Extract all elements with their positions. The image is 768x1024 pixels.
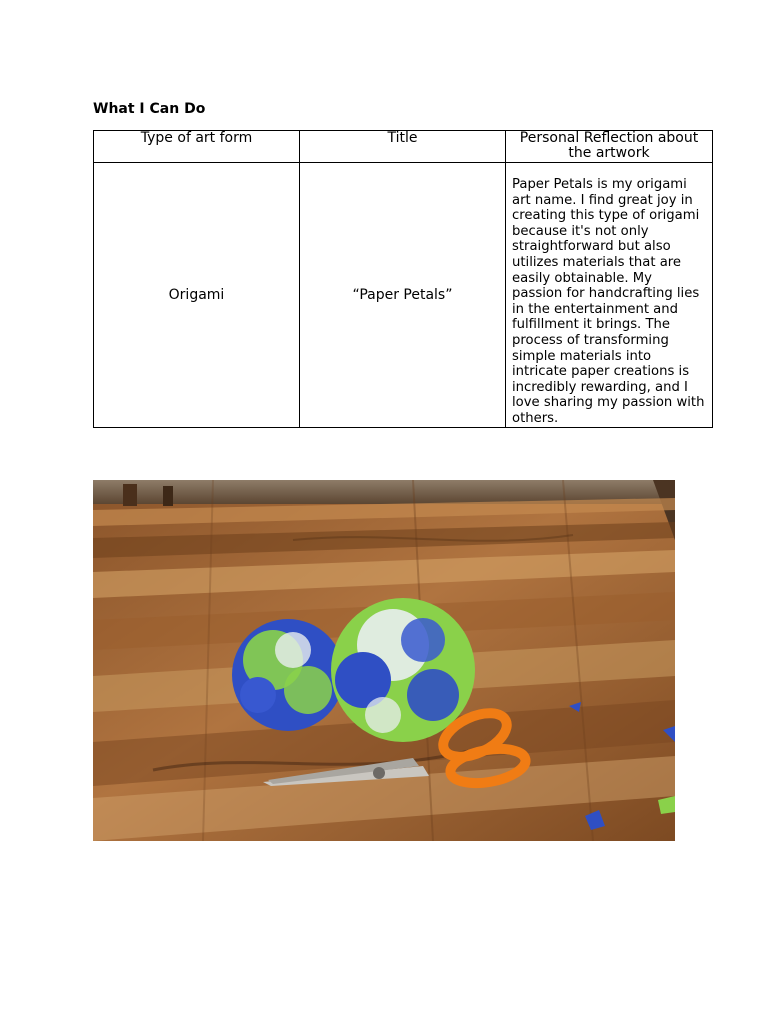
table-row bbox=[94, 163, 713, 428]
cell-art-form: Origami bbox=[94, 163, 300, 428]
header-title: Title bbox=[300, 131, 506, 163]
header-reflection: Personal Reflection about the artwork bbox=[506, 131, 713, 163]
page-heading: What I Can Do bbox=[93, 101, 206, 117]
cell-title: “Paper Petals” bbox=[300, 163, 506, 428]
table-header-row bbox=[94, 131, 713, 163]
artwork-table bbox=[93, 130, 713, 428]
cell-reflection: Paper Petals is my origami art name. I find great joy in creating this type of origami because it's not only straightforward but also utilizes materials that are easily obtainable. My passion for handcrafting lies in the entertainment and fulfillment it brings. The process of transforming simple materials into intricate paper creations is incredibly rewarding, and I love sharing my passion with others. bbox=[506, 163, 713, 428]
header-art-form: Type of art form bbox=[94, 131, 300, 163]
artwork-photo bbox=[93, 480, 675, 841]
